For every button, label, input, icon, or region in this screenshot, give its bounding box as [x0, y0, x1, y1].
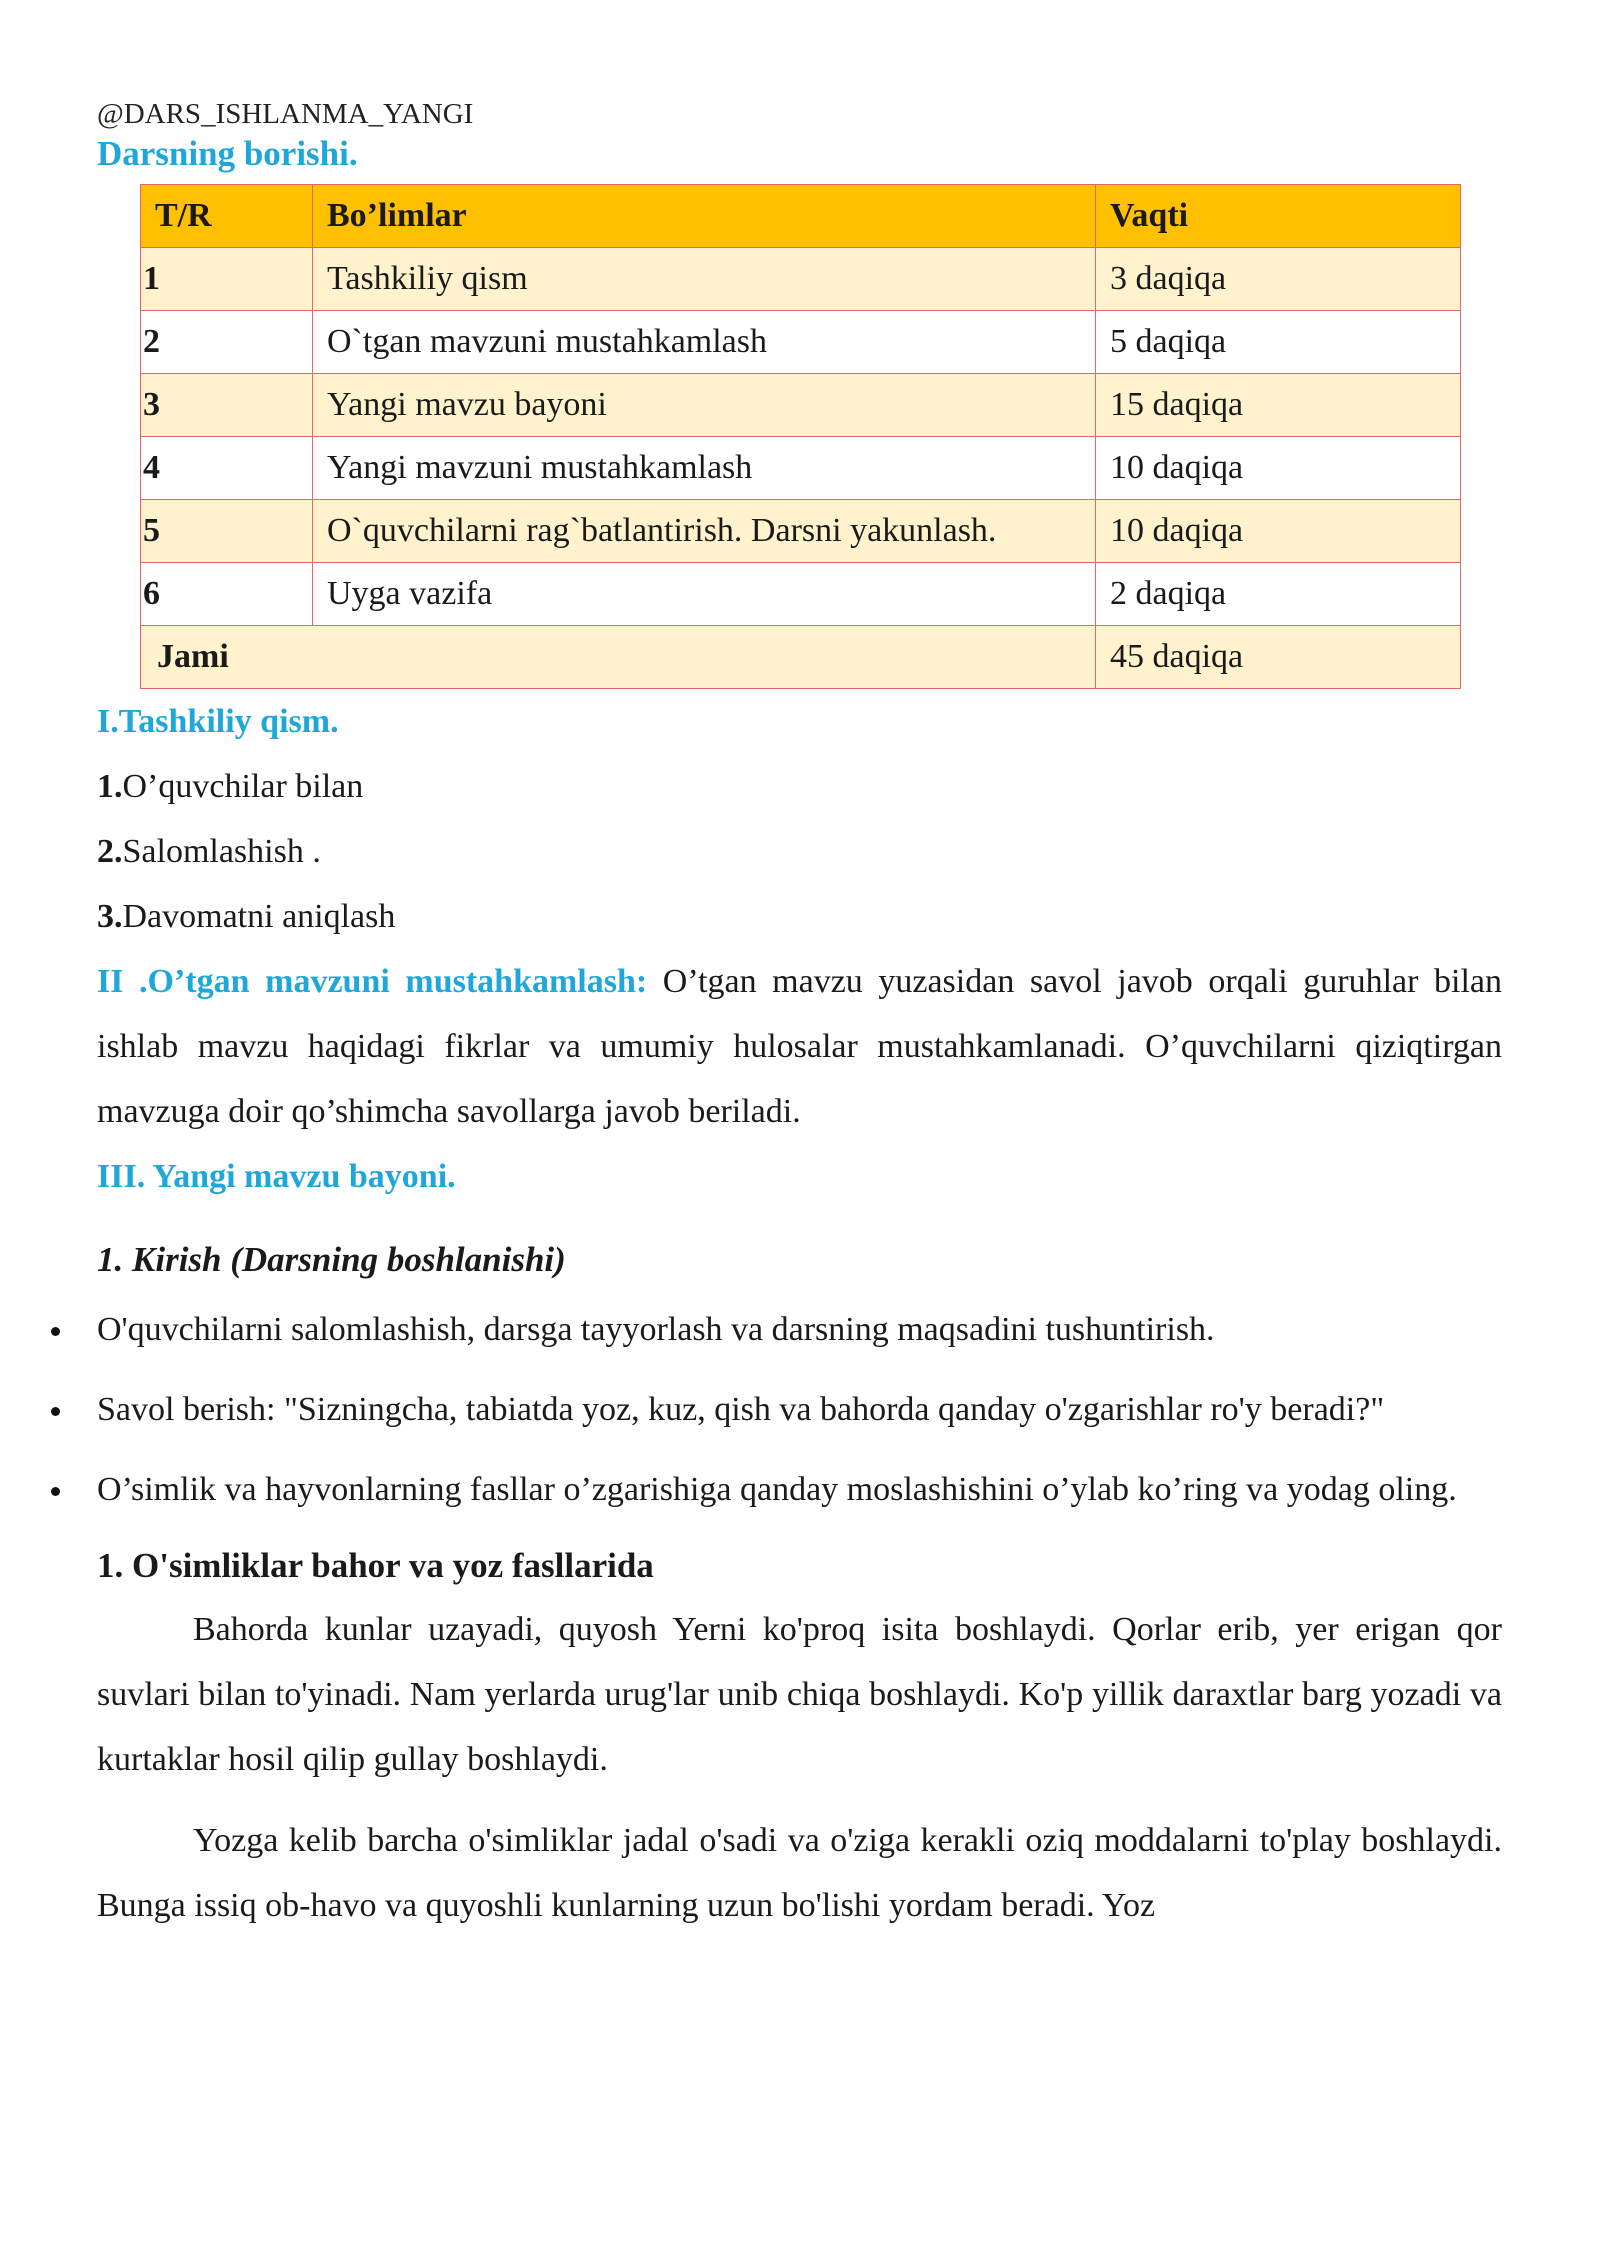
table-row — [141, 437, 1461, 500]
row-section: O`tgan mavzuni mustahkamlash — [313, 311, 1096, 374]
row-section: Yangi mavzu bayoni — [313, 374, 1096, 437]
bullet-item — [97, 1467, 1502, 1512]
table-total-row — [141, 626, 1461, 689]
row-time: 2 daqiqa — [1096, 563, 1461, 626]
list-item-number: 3. — [97, 898, 123, 935]
list-item — [97, 819, 1502, 884]
review-text: O’tgan mavzu yuzasidan savol javob orqali guruhlar bilan ishlab mavzu haqidagi fikrlar va umumiy hulosalar mustahkamlanadi. O’quvchilarni qiziqtirgan mavzuga doir qo’shimcha savollarga javob beriladi. — [97, 963, 1502, 1130]
list-item-text: O’quvchilar bilan — [122, 768, 364, 805]
list-item-text: Davomatni aniqlash — [122, 898, 396, 935]
row-time: 10 daqiqa — [1096, 500, 1461, 563]
list-item-text: Salomlashish . — [122, 833, 321, 870]
bullet-item — [97, 1387, 1502, 1432]
row-number: 1 — [141, 248, 313, 311]
row-section: Yangi mavzuni mustahkamlash — [313, 437, 1096, 500]
table-row — [141, 248, 1461, 311]
list-item — [97, 754, 1502, 819]
intro-heading: 1. Kirish (Darsning boshlanishi) — [97, 1240, 566, 1279]
table-row — [141, 500, 1461, 563]
subsection-heading: 1. O'simliklar bahor va yoz fasllarida — [97, 1546, 654, 1585]
row-time: 3 daqiqa — [1096, 248, 1461, 311]
row-section: O`quvchilarni rag`batlantirish. Darsni yakunlash. — [313, 500, 1096, 563]
row-number: 4 — [141, 437, 313, 500]
row-number: 6 — [141, 563, 313, 626]
header-cell-number: T/R — [141, 185, 313, 248]
bullet-item — [97, 1307, 1502, 1352]
bullet-icon — [51, 1487, 60, 1496]
list-item-number: 2. — [97, 833, 123, 870]
row-section: Tashkiliy qism — [313, 248, 1096, 311]
row-number: 2 — [141, 311, 313, 374]
bullet-text: O'quvchilarni salomlashish, darsga tayyorlash va darsning maqsadini tushuntirish. — [97, 1311, 1215, 1348]
section-title-new-topic: III. Yangi mavzu bayoni. — [97, 1158, 456, 1195]
bullet-icon — [51, 1407, 60, 1416]
body-paragraph: Yozga kelib barcha o'simliklar jadal o'sadi va o'ziga kerakli oziq moddalarni to'play boshlaydi. Bunga issiq ob-havo va quyoshli kunlarning uzun bo'lishi yordam beradi. Yoz — [97, 1822, 1502, 1924]
list-item-number: 1. — [97, 768, 123, 805]
row-time: 10 daqiqa — [1096, 437, 1461, 500]
bullet-icon — [51, 1327, 60, 1336]
total-time: 45 daqiqa — [1096, 626, 1461, 689]
review-paragraph — [97, 949, 1502, 1144]
lesson-plan-table — [140, 184, 1461, 689]
page-title: Darsning borishi. — [97, 134, 358, 173]
page-content — [97, 96, 1502, 1954]
row-section: Uyga vazifa — [313, 563, 1096, 626]
table-row — [141, 311, 1461, 374]
header-cell-time: Vaqti — [1096, 185, 1461, 248]
table-row — [141, 563, 1461, 626]
body-paragraph: Bahorda kunlar uzayadi, quyosh Yerni ko'proq isita boshlaydi. Qorlar erib, yer erigan qor suvlari bilan to'yinadi. Nam yerlarda urug'lar unib chiqa boshlaydi. Ko'p yillik daraxtlar barg yozadi va kurtaklar hosil qilip gullay boshlaydi. — [97, 1611, 1502, 1778]
row-number: 3 — [141, 374, 313, 437]
table-row — [141, 374, 1461, 437]
channel-handle: @DARS_ISHLANMA_YANGI — [97, 98, 474, 130]
bullet-text: Savol berish: "Sizningcha, tabiatda yoz, kuz, qish va bahorda qanday o'zgarishlar ro'y beradi?" — [97, 1391, 1385, 1428]
total-label: Jami — [141, 626, 1096, 689]
table-header-row — [141, 185, 1461, 248]
intro-bullet-list — [97, 1307, 1502, 1512]
row-number: 5 — [141, 500, 313, 563]
row-time: 5 daqiqa — [1096, 311, 1461, 374]
section-title-organizational: I.Tashkiliy qism. — [97, 703, 339, 740]
section-title-review: II .O’tgan mavzuni mustahkamlash: — [97, 963, 648, 1000]
list-item — [97, 884, 1502, 949]
bullet-text: O’simlik va hayvonlarning fasllar o’zgarishiga qanday moslashishini o’ylab ko’ring va yodag oling. — [97, 1471, 1457, 1508]
header-cell-section: Bo’limlar — [313, 185, 1096, 248]
row-time: 15 daqiqa — [1096, 374, 1461, 437]
